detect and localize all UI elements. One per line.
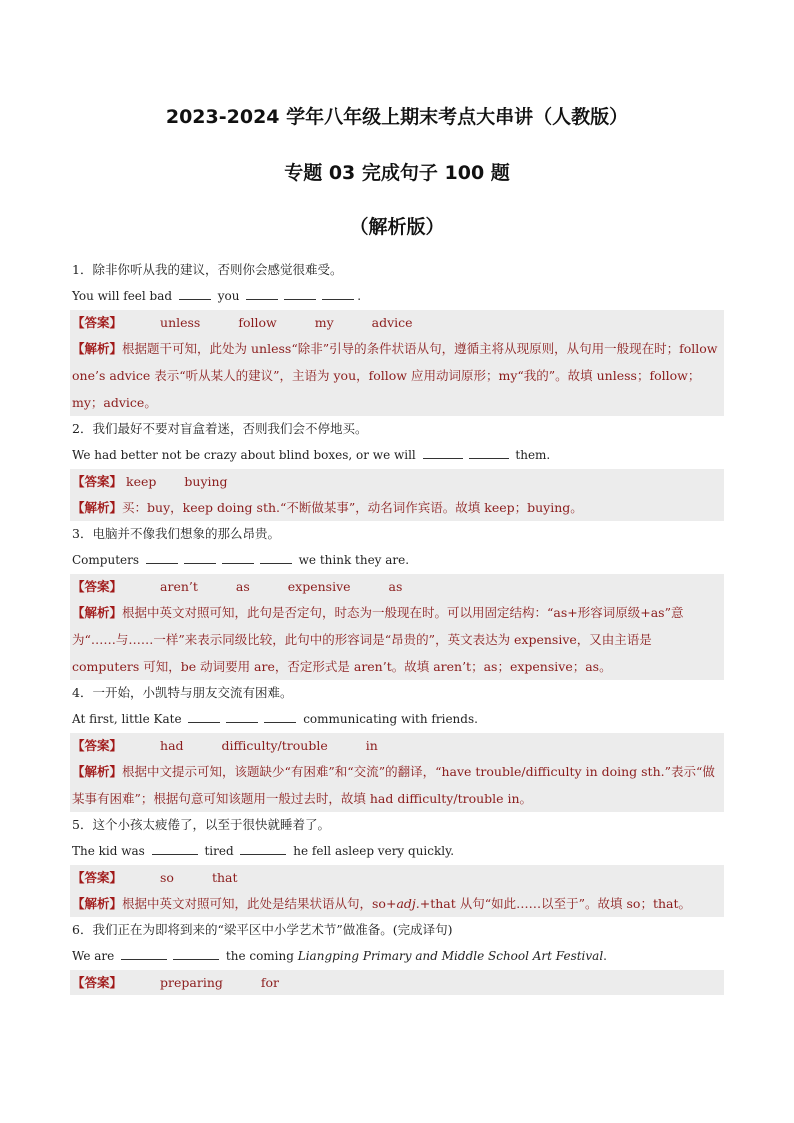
edition-subtitle: （解析版） <box>349 216 445 238</box>
question-chinese: 6．我们正在为即将到来的“梁平区中小学艺术节”做准备。(完成译句) <box>72 922 453 937</box>
answer-label: 【答案】 <box>72 315 123 330</box>
question-chinese: 2．我们最好不要对盲盒着迷，否则我们会不停地买。 <box>72 421 368 436</box>
answer-label: 【答案】 <box>72 870 123 885</box>
question-english: You will feel bad you . <box>70 283 724 310</box>
question-list <box>70 257 724 995</box>
blank <box>264 708 296 723</box>
answer-word: unless <box>160 315 201 330</box>
blank <box>284 285 316 300</box>
answer-word: follow <box>238 315 277 330</box>
question-english: At first, little Kate communicating with friends. <box>70 706 724 733</box>
answer-row <box>70 970 724 995</box>
analysis-label: 【解析】 <box>72 341 123 356</box>
analysis-text: 根据中英文对照可知，此处是结果状语从句，so+adj.+that 从句“如此……以至于”。故填 so；that。 <box>122 896 691 911</box>
analysis-text: 根据中文提示可知，该题缺少“有困难”和“交流”的翻译，“have trouble/difficulty in doing sth.”表示“做某事有困难”；根据句意可知该题用一般过去时，故填 had difficulty/trouble in。 <box>72 764 715 806</box>
answer-label: 【答案】 <box>72 474 123 489</box>
answer-word: as <box>235 579 250 594</box>
blank <box>246 285 278 300</box>
question-3 <box>70 521 724 680</box>
topic-title: 专题 03 完成句子 100 题 <box>284 162 510 184</box>
blank <box>469 444 509 459</box>
blank <box>179 285 211 300</box>
answer-row <box>70 469 724 494</box>
analysis-label: 【解析】 <box>72 896 123 911</box>
blank <box>173 945 219 960</box>
question-english: Computers we think they are. <box>70 547 724 574</box>
answer-word: aren’t <box>160 579 198 594</box>
blank <box>240 840 286 855</box>
answer-word: for <box>260 975 280 990</box>
blank <box>121 945 167 960</box>
blank <box>188 708 220 723</box>
question-chinese: 5．这个小孩太疲倦了，以至于很快就睡着了。 <box>72 817 330 832</box>
answer-word: advice <box>371 315 413 330</box>
answer-word: preparing <box>160 975 223 990</box>
answer-word: had <box>160 738 184 753</box>
analysis-row <box>70 758 724 812</box>
blank <box>322 285 354 300</box>
question-english: We had better not be crazy about blind boxes, or we will them. <box>70 442 724 469</box>
answer-label: 【答案】 <box>72 579 123 594</box>
answer-row <box>70 733 724 758</box>
answer-word: difficulty/trouble <box>221 738 328 753</box>
answer-row <box>70 865 724 890</box>
answer-word: that <box>211 870 238 885</box>
answer-word: my <box>314 315 334 330</box>
analysis-text: 根据题干可知，此处为 unless“除非”引导的条件状语从句，遵循主将从现原则，从句用一般现在时；follow one’s advice 表示“听从某人的建议”，主语为 you，follow 应用动词原形；my“我的”。故填 unless；follow；my；advice。 <box>72 341 718 410</box>
answer-word: expensive <box>287 579 351 594</box>
blank <box>260 549 292 564</box>
answer-word: in <box>365 738 378 753</box>
question-chinese: 4．一开始，小凯特与朋友交流有困难。 <box>72 685 293 700</box>
answer-word: keep <box>126 474 157 489</box>
question-1 <box>70 257 724 416</box>
answer-word: buying <box>184 474 228 489</box>
blank <box>152 840 198 855</box>
blank <box>222 549 254 564</box>
blank <box>184 549 216 564</box>
answer-label: 【答案】 <box>72 975 123 990</box>
analysis-row <box>70 494 724 521</box>
answer-word: as <box>388 579 403 594</box>
answer-row <box>70 310 724 335</box>
analysis-row <box>70 335 724 416</box>
answer-row <box>70 574 724 599</box>
analysis-label: 【解析】 <box>72 605 123 620</box>
blank <box>146 549 178 564</box>
question-chinese: 3．电脑并不像我们想象的那么昂贵。 <box>72 526 280 541</box>
analysis-row <box>70 599 724 680</box>
answer-word: so <box>160 870 174 885</box>
question-4 <box>70 680 724 812</box>
question-english: The kid was tired he fell asleep very quickly. <box>70 838 724 865</box>
analysis-label: 【解析】 <box>72 500 123 515</box>
analysis-text: 根据中英文对照可知，此句是否定句，时态为一般现在时。可以用固定结构：“as+形容词原级+as”意为“……与……一样”来表示同级比较，此句中的形容词是“昂贵的”，英文表达为 expensive，又由主语是 computers 可知，be 动词要用 are，否定形式是 aren’t。故填 aren’t；as；expensive；as。 <box>72 605 684 674</box>
question-5 <box>70 812 724 917</box>
analysis-text: 买：buy，keep doing sth.“不断做某事”，动名词作宾语。故填 keep；buying。 <box>122 500 583 515</box>
analysis-label: 【解析】 <box>72 764 123 779</box>
question-chinese: 1．除非你听从我的建议，否则你会感觉很难受。 <box>72 262 343 277</box>
question-english: We are the coming Liangping Primary and Middle School Art Festival. <box>70 943 724 970</box>
blank <box>423 444 463 459</box>
blank <box>226 708 258 723</box>
question-6 <box>70 917 724 995</box>
analysis-row <box>70 890 724 917</box>
answer-label: 【答案】 <box>72 738 123 753</box>
question-2 <box>70 416 724 521</box>
document-title: 2023-2024 学年八年级上期末考点大串讲（人教版） <box>165 106 629 128</box>
